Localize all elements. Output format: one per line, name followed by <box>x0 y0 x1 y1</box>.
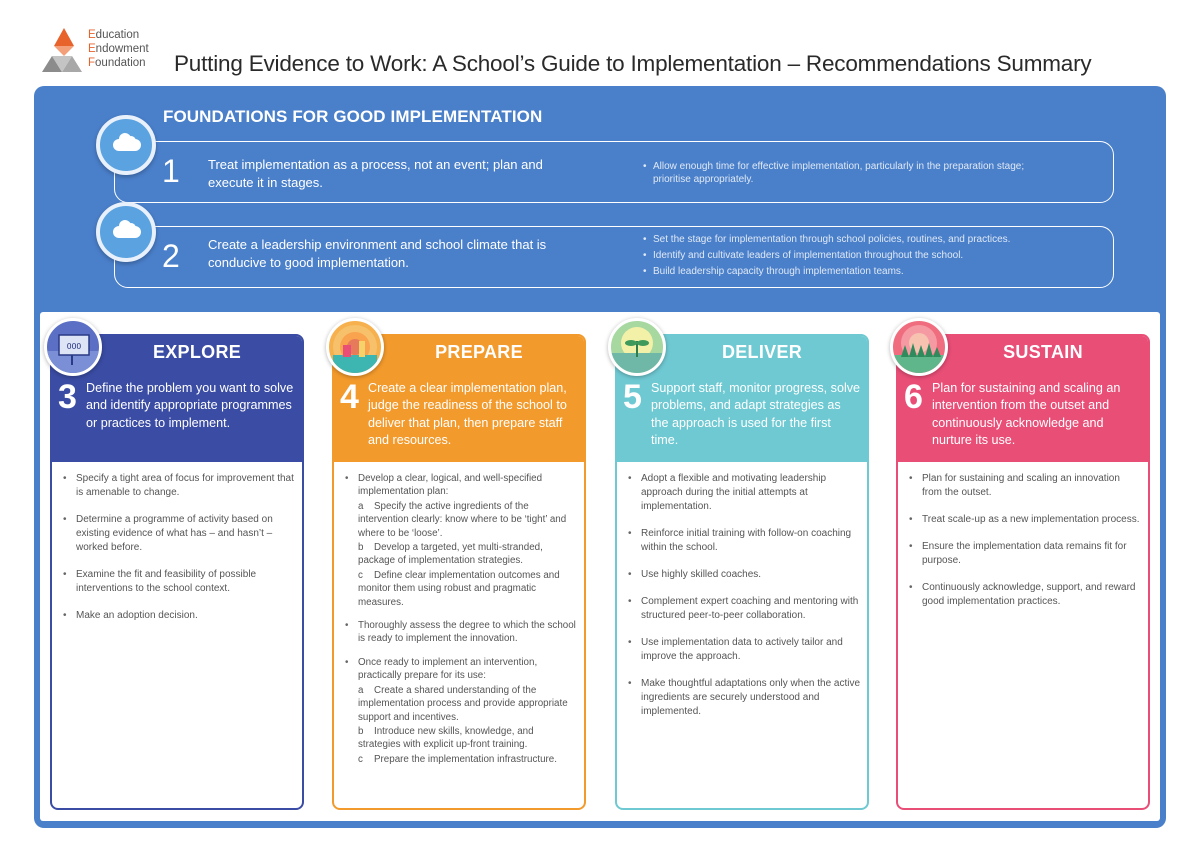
stage-bullets <box>60 472 296 636</box>
foundation-bullet: • Identify and cultivate leaders of implementation throughout the school. <box>643 248 1063 264</box>
cloud-icon <box>96 115 156 175</box>
stage-number: 3 <box>58 378 77 416</box>
stage-bullet: • Develop a clear, logical, and well-specified implementation plan: a Specify the active ingredients of the intervention clearly: know where to be ‘tight’ and where to be ‘loose’. b Develop a targeted, yet multi-stranded, package of implementation strategies. c Define clear implementation outcomes and monitor them using robust and pragmatic measures. <box>342 472 578 609</box>
stage-card-sustain <box>896 334 1150 810</box>
logo-line-3: Foundation <box>88 57 146 69</box>
stage-number: 6 <box>904 378 923 416</box>
stage-sub-bullet: a Create a shared understanding of the implementation process and provide appropriate support and incentives. <box>358 684 568 723</box>
logo-line-1: Education <box>88 29 140 41</box>
stage-bullets <box>906 472 1142 622</box>
stage-bullet: • Once ready to implement an intervention, practically prepare for its use: a Create a shared understanding of the implementation process and provide appropriate support and incentives. b Introduce new skills, knowledge, and strategies with explicit up-front training. c Prepare the implementation infrastructure. <box>342 656 578 766</box>
foundation-text: Treat implementation as a process, not an event; plan and execute it in stages. <box>208 157 543 190</box>
stage-bullet: • Reinforce initial training with follow-on coaching within the school. <box>625 527 861 555</box>
stage-title: SUSTAIN <box>1003 342 1083 362</box>
stage-bullet: • Thoroughly assess the degree to which the school is ready to implement the innovation. <box>342 619 578 646</box>
stage-card-prepare <box>332 334 586 810</box>
foundation-bullet: • Build leadership capacity through implementation teams. <box>643 264 1063 280</box>
cloud-icon <box>96 202 156 262</box>
stage-sub-bullet: b Develop a targeted, yet multi-stranded, package of implementation strategies. <box>358 542 543 567</box>
stage-bullet: • Adopt a flexible and motivating leadership approach during the initial attempts at implementation. <box>625 472 861 514</box>
stage-bullet: • Examine the fit and feasibility of possible interventions to the school context. <box>60 568 296 596</box>
stage-bullet: • Specify a tight area of focus for improvement that is amenable to change. <box>60 472 296 500</box>
logo-line-2: Endowment <box>88 43 149 55</box>
stage-sub-bullet: c Prepare the implementation infrastructure. <box>358 753 557 765</box>
stage-bullet: • Use implementation data to actively tailor and improve the approach. <box>625 636 861 664</box>
stage-lead: Plan for sustaining and scaling an intervention from the outset and continuously acknowledge and nurture its use. <box>932 381 1121 448</box>
page-title: Putting Evidence to Work: A School’s Guide to Implementation – Recommendations Summary <box>174 51 1092 76</box>
stage-title: DELIVER <box>721 342 803 362</box>
stage-bullet: • Continuously acknowledge, support, and reward good implementation practices. <box>906 581 1142 609</box>
stage-bullet: • Plan for sustaining and scaling an innovation from the outset. <box>906 472 1142 500</box>
stage-sub-bullet: b Introduce new skills, knowledge, and strategies with explicit up-front training. <box>358 725 534 751</box>
stage-lead: Support staff, monitor progress, solve problems, and adapt strategies as the approach is used for the first time. <box>651 381 861 448</box>
stage-bullets <box>625 472 861 732</box>
stage-sub-bullet: a Specify the active ingredients of the intervention clearly: know where to be ‘tight’ and where to be ‘loose’. <box>358 500 567 539</box>
foundation-number: 2 <box>162 238 180 274</box>
stage-lead: Define the problem you want to solve and identify appropriate programmes or practices to implement. <box>86 381 294 430</box>
seedling-icon <box>608 318 666 376</box>
stage-bullet: • Make an adoption decision. <box>60 609 296 623</box>
stage-bullet: • Treat scale-up as a new implementation process. <box>906 513 1142 527</box>
stage-bullet: • Complement expert coaching and mentoring with structured peer-to-peer collaboration. <box>625 595 861 623</box>
classroom-board-icon <box>44 318 102 376</box>
foundation-text: Create a leadership environment and school climate that is conducive to good implementation. <box>208 237 547 270</box>
stage-lead: Create a clear implementation plan, judge the readiness of the school to deliver that plan, then prepare staff and resources. <box>368 381 567 448</box>
stage-number: 5 <box>623 378 642 416</box>
stage-bullet: • Make thoughtful adaptations only when the active ingredients are securely understood and implemented. <box>625 677 861 719</box>
stage-title: EXPLORE <box>152 342 242 362</box>
stage-bullet: • Determine a programme of activity based on existing evidence of what has – and hasn’t – worked before. <box>60 513 296 555</box>
stage-title: PREPARE <box>435 342 523 362</box>
forest-icon <box>890 318 948 376</box>
stage-card-explore <box>50 334 304 810</box>
stage-sub-bullet: c Define clear implementation outcomes and monitor them using robust and pragmatic measures. <box>358 569 560 608</box>
foundations-heading: FOUNDATIONS FOR GOOD IMPLEMENTATION <box>163 107 543 126</box>
stage-card-deliver <box>615 334 869 810</box>
svg-text:OOO: OOO <box>66 342 82 351</box>
planning-icon <box>326 318 384 376</box>
foundation-bullet: • Allow enough time for effective implementation, particularly in the preparation stage; prioritise appropriately. <box>643 160 1063 186</box>
stage-bullet: • Ensure the implementation data remains fit for purpose. <box>906 540 1142 568</box>
foundation-bullets <box>643 232 1063 280</box>
stage-bullet: • Use highly skilled coaches. <box>625 568 861 582</box>
foundation-number: 1 <box>162 153 180 189</box>
eef-logo-text <box>88 28 149 70</box>
stage-bullets <box>342 472 578 776</box>
foundation-bullets <box>643 160 1063 186</box>
stage-number: 4 <box>340 378 359 416</box>
foundation-bullet: • Set the stage for implementation through school policies, routines, and practices. <box>643 232 1063 248</box>
